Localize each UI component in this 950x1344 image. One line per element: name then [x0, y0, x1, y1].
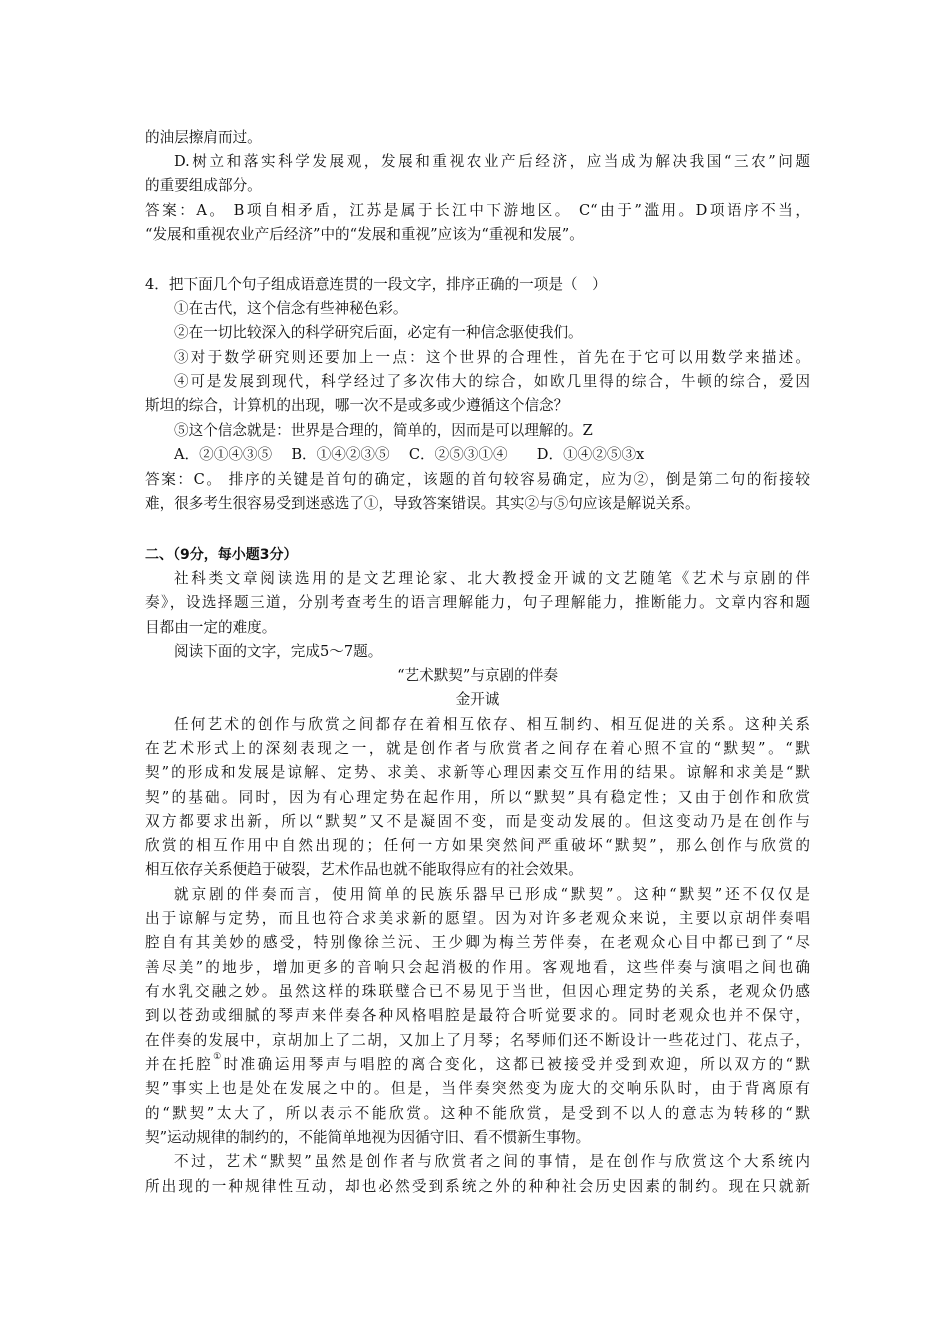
article-line: 欣赏的相互作用中自然出现的；任何一方如果突然间严重破坏“默契”，那么创作与欣赏的: [145, 837, 810, 854]
question-4-stem: 4．把下面几个句子组成语意连贯的一段文字，排序正确的一项是（ ）: [145, 276, 607, 293]
sentence-1: ①在古代，这个信念有些神秘色彩。: [174, 300, 408, 317]
article-text: 时准确运用琴声与唱腔的离合变化，这都已被接受并受到欢迎，所以双方的“默: [223, 1056, 810, 1073]
intro-line: 社科类文章阅读选用的是文艺理论家、北大教授金开诚的文艺随笔《艺术与京剧的伴: [174, 570, 810, 587]
article-title: “艺术默契”与京剧的伴奏: [397, 667, 558, 684]
section-heading: 二、（9分，每小题3分）: [145, 547, 298, 563]
sentence-4: ④可是发展到现代，科学经过了多次伟大的综合，如欧几里得的综合，牛顿的综合，爱因: [174, 373, 810, 390]
article-line: 在艺术形式上的深刻表现之一，就是创作者与欣赏者之间存在着心照不宣的“默契”。“默: [145, 740, 810, 757]
sentence-5: ⑤这个信念就是：世界是合理的，简单的，因而是可以理解的。Z: [174, 422, 593, 439]
article-line: 就京剧的伴奏而言，使用简单的民族乐器早已形成“默契”。这种“默契”还不仅仅是: [174, 886, 810, 903]
intro-line: 奏》，设选择题三道，分别考查考生的语言理解能力，句子理解能力，推断能力。文章内容和题: [145, 594, 810, 611]
sentence-2: ②在一切比较深入的科学研究后面，必定有一种信念驱使我们。: [174, 324, 583, 341]
text-line: 的油层擦肩而过。: [145, 129, 262, 146]
answer-line: 答案：C。 排序的关键是首句的确定，该题的首句较容易确定，应为②，倒是第二句的衔接较: [145, 471, 810, 488]
article-line: 到以苍劲或细腻的琴声来伴奏各种风格唱腔是最符合听觉要求的。同时老观众也并不保守，: [145, 1007, 810, 1024]
footnote-marker: ①: [213, 1052, 224, 1062]
article-line: 有水乳交融之妙。虽然这样的珠联璧合已不易见于当世，但因心理定势的关系，老观众仍感: [145, 983, 810, 1000]
sentence-3: ③对于数学研究则还要加上一点：这个世界的合理性，首先在于它可以用数学来描述。: [174, 349, 810, 366]
article-line: 不过，艺术“默契”虽然是创作者与欣赏者之间的事情，是在创作与欣赏这个大系统内: [174, 1153, 810, 1170]
article-line: 契”的基础。同时，因为有心理定势在起作用，所以“默契”具有稳定性；又由于创作和欣赏: [145, 789, 810, 806]
article-line: 双方都要求出新，所以“默契”又不是凝固不变，而是变动发展的。但这变动乃是在创作与: [145, 813, 810, 830]
intro-line: 目都由一定的难度。: [145, 619, 277, 636]
article-line: 善尽美”的地步，增加更多的音响只会起消极的作用。客观地看，这些伴奏与演唱之间也确: [145, 959, 810, 976]
answer-line: “发展和重视农业产后经济”中的“发展和重视”应该为“重视和发展”。: [145, 226, 584, 243]
article-line: 契”运动规律的制约的，不能简单地视为因循守旧、看不惯新生事物。: [145, 1129, 591, 1146]
article-line: 出于谅解与定势，而且也符合求美求新的愿望。因为对许多老观众来说，主要以京胡伴奏唱: [145, 910, 810, 927]
article-line: 腔自有其美妙的感受，特别像徐兰沅、王少卿为梅兰芳伴奏，在老观众心目中都已到了“尽: [145, 934, 810, 951]
sentence-4-cont: 斯坦的综合，计算机的出现，哪一次不是或多或少遵循这个信念？: [145, 397, 569, 414]
article-author: 金开诚: [455, 691, 500, 708]
article-line: 在伴奏的发展中，京胡加上了二胡，又加上了月琴；名琴师们还不断设计一些花过门、花点子，: [145, 1032, 810, 1049]
article-line: 契”的形成和发展是谅解、定势、求美、求新等心理因素交互作用的结果。谅解和求美是“默: [145, 764, 810, 781]
article-line: 所出现的一种规律性互动，却也必然受到系统之外的种种社会历史因素的制约。现在只就新: [145, 1178, 810, 1195]
article-line: 任何艺术的创作与欣赏之间都存在着相互依存、相互制约、相互促进的关系。这种关系: [174, 716, 810, 733]
text-line: 的重要组成部分。: [145, 177, 262, 194]
text-line: D.树立和落实科学发展观，发展和重视农业产后经济，应当成为解决我国“三农”问题: [174, 153, 810, 170]
article-line: [145, 1053, 810, 1077]
article-line: 的“默契”太大了，所以表示不能欣赏。这种不能欣赏，是受到不以人的意志为转移的“默: [145, 1105, 810, 1122]
instruction-line: 阅读下面的文字，完成5～7题。: [174, 643, 383, 660]
answer-options: A．②①④③⑤ B．①④②③⑤ C．②⑤③①④ D．①④②⑤③x: [174, 446, 645, 463]
answer-line: 难，很多考生很容易受到迷惑选了①，导致答案错误。其实②与⑤句应该是解说关系。: [145, 495, 700, 512]
answer-line: 答案：A。 B项自相矛盾，江苏是属于长江中下游地区。 C“由于”滥用。D项语序不当，: [145, 202, 810, 219]
article-line: 契”事实上也是处在发展之中的。但是，当伴奏突然变为庞大的交响乐队时，由于背离原有: [145, 1080, 810, 1097]
article-line: 相互依存关系便趋于破裂，艺术作品也就不能取得应有的社会效果。: [145, 861, 583, 878]
article-text: 并在托腔: [145, 1056, 214, 1073]
